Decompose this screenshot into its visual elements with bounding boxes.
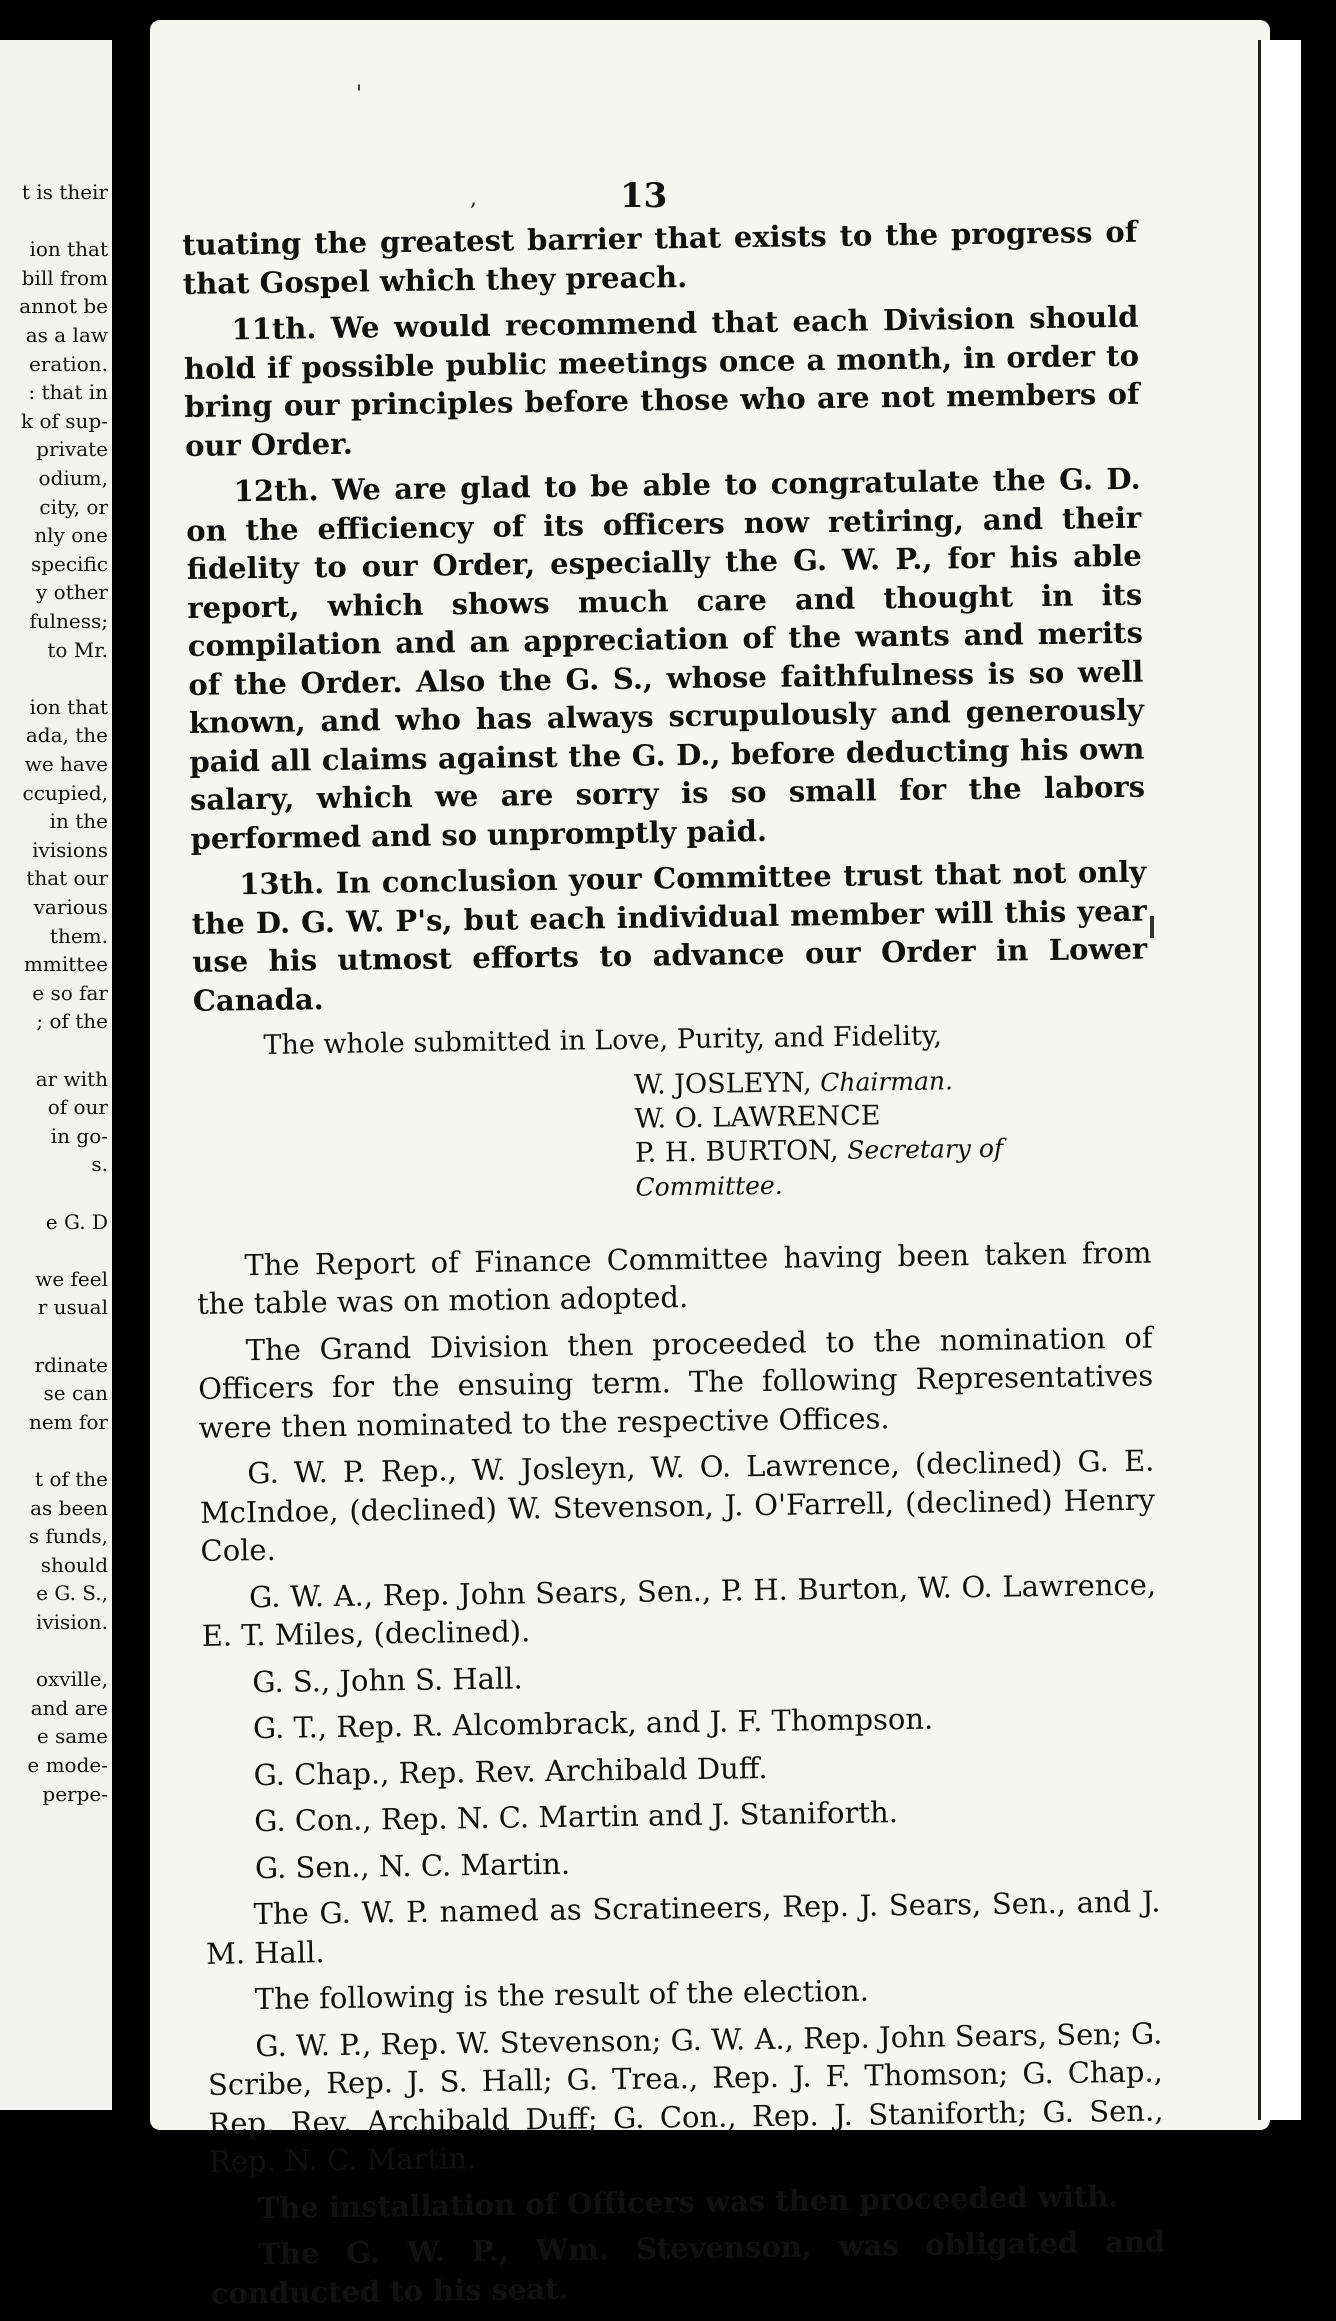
facing-page-line: s funds, [28, 1524, 108, 1549]
facing-page-line: of our [47, 1095, 108, 1120]
facing-page-line: e so far [32, 980, 108, 1005]
facing-page-line: that our [26, 866, 108, 891]
nomination-gchap: G. Chap., Rep. Rev. Archibald Duff. [253, 1750, 768, 1792]
facing-page-line: perpe- [42, 1781, 108, 1806]
facing-page-line: e mode- [27, 1753, 108, 1777]
page-number: 13 [620, 176, 668, 216]
facing-page-line: various [33, 895, 108, 919]
paragraph-11th: 11th. We would recommend that each Division should hold if possible public meetings once a month, in order to bring our principles before those who are not members of our Order. [183, 299, 1140, 463]
nomination-gsen: G. Sen., N. C. Martin. [254, 1846, 571, 1885]
facing-page-line: e same [36, 1724, 108, 1749]
facing-page-line: fulness; [29, 609, 108, 633]
page-edge [1258, 40, 1301, 2120]
paragraph-13th: 13th. In conclusion your Committee trust that not only the D. G. W. P's, but each individual member will this year use his utmost efforts to advance our Order in Lower Canada. [191, 854, 1148, 1018]
facing-page-line: eration. [28, 351, 108, 376]
paragraph-12th: 12th. We are glad to be able to congratulate the G. D. on the efficiency of its officers now retiring, and their fidelity to our Order, especially the G. W. P., for his able report, which shows much care and thought in its compilation and an appreciation of the wants and merits of the Order. Also the G. S., whose faithfulness is so well known, and who has always scrupulously and generously paid all claims against the G. D., before deducting his own salary, which we are sorry is so small for the labors performed and so unpromptly paid. [186, 461, 1146, 856]
facing-page-line: s. [91, 1152, 108, 1177]
facing-page-line: city, or [39, 494, 108, 519]
print-tick: , [470, 186, 477, 211]
facing-page-line: : that in [28, 380, 108, 405]
closing-line: The whole submitted in Love, Purity, and Fidelity, [263, 1020, 943, 1061]
facing-page-line: bill from [21, 265, 108, 290]
facing-page-line: ion that [29, 237, 108, 262]
page-text [182, 213, 1166, 2321]
election-result-heading: The following is the result of the election. [254, 1973, 870, 2017]
facing-page-line: ivision. [35, 1610, 108, 1634]
nomination-gs: G. S., John S. Hall. [252, 1660, 523, 1699]
facing-page-line: ion that [29, 694, 108, 719]
facing-page-line: and are [30, 1695, 108, 1720]
facing-page-line: ccupied, [22, 780, 108, 805]
signature-member: W. O. LAWRENCE [634, 1099, 881, 1135]
finance-report-paragraph: The Report of Finance Committee having been taken from the table was on motion adopted. [196, 1235, 1152, 1321]
paragraph-continuation: tuating the greatest barrier that exists to the progress of that Gospel which they preach. [182, 214, 1138, 301]
signature-secretary: P. H. BURTON, Secretary of Committee. [634, 1133, 1004, 1202]
facing-page-line: specific [30, 551, 108, 576]
facing-page-line: se can [43, 1381, 108, 1406]
facing-page-line: oxville, [35, 1667, 108, 1692]
facing-page-fragment [0, 40, 112, 2110]
margin-mark [1150, 916, 1154, 938]
election-results: G. W. P., Rep. W. Stevenson; G. W. A., Rep. John Sears, Sen; G. Scribe, Rep. J. S. Hall; G. Trea., Rep. J. F. Thomson; G. Chap., Rep. Rev. Archibald Duff; G. Con., Rep. J. Staniforth; G. Sen., Rep. N. C. Martin. [207, 2015, 1164, 2179]
print-tick: ' [356, 82, 363, 107]
facing-page-line: should [40, 1552, 108, 1577]
facing-page-line: we feel [35, 1266, 108, 1291]
facing-page-line: annot be [19, 294, 108, 319]
facing-page-line: e G. D [45, 1209, 108, 1234]
facing-page-line: t of the [35, 1467, 108, 1491]
nomination-paragraph: The Grand Division then proceeded to the nomination of Officers for the ensuing term. The following Representatives were then nominated to the respective Offices. [198, 1320, 1154, 1445]
scrutineers-paragraph: The G. W. P. named as Scratineers, Rep. J. Sears, Sen., and J. M. Hall. [205, 1884, 1161, 1971]
facing-page-line: ada, the [25, 723, 108, 748]
facing-page-line: as been [30, 1495, 108, 1520]
facing-page-line: y other [35, 580, 108, 605]
installation-paragraph: The installation of Officers was then proceeded with. [257, 2178, 1119, 2225]
obligation-paragraph: The G. W. P., Wm. Stevenson, was obligated and conducted to his seat. [210, 2224, 1166, 2311]
nomination-gt: G. T., Rep. R. Alcombrack, and J. F. Thompson. [252, 1701, 934, 1746]
facing-page-line: ivisions [32, 837, 108, 862]
facing-page-line: k of sup- [21, 408, 108, 433]
facing-page-line: in go- [50, 1123, 108, 1148]
nomination-gwp: G. W. P. Rep., W. Josleyn, W. O. Lawrence, (declined) G. E. McIndoe, (declined) W. Stevenson, J. O'Farrell, (declined) Henry Cole. [199, 1443, 1156, 1568]
signature-block [634, 1061, 1151, 1204]
facing-page-line: in the [49, 809, 108, 834]
facing-page-line: nem for [28, 1409, 108, 1434]
facing-page-line: r usual [37, 1295, 108, 1320]
nomination-gcon: G. Con., Rep. N. C. Martin and J. Staniforth. [254, 1795, 899, 1839]
facing-page-line: rdinate [34, 1352, 108, 1377]
facing-page-line: t is their [21, 180, 108, 204]
facing-page-line: as a law [25, 323, 108, 347]
facing-page-line: them. [49, 923, 108, 948]
facing-page-line: private [36, 437, 108, 462]
facing-page-line: ; of the [36, 1009, 108, 1034]
signature-chairman: W. JOSLEYN, Chairman. [633, 1065, 954, 1101]
nomination-gwa: G. W. A., Rep. John Sears, Sen., P. H. Burton, W. O. Lawrence, E. T. Miles, (declined). [201, 1567, 1157, 1653]
facing-page-line: ar with [35, 1066, 108, 1091]
facing-page-line: we have [24, 752, 108, 776]
facing-page-line: nly one [34, 523, 108, 548]
facing-page-line: mmittee [23, 952, 108, 977]
facing-page-line: e G. S., [36, 1581, 108, 1606]
facing-page-line: odium, [38, 466, 108, 490]
facing-page-line: to Mr. [47, 637, 108, 662]
